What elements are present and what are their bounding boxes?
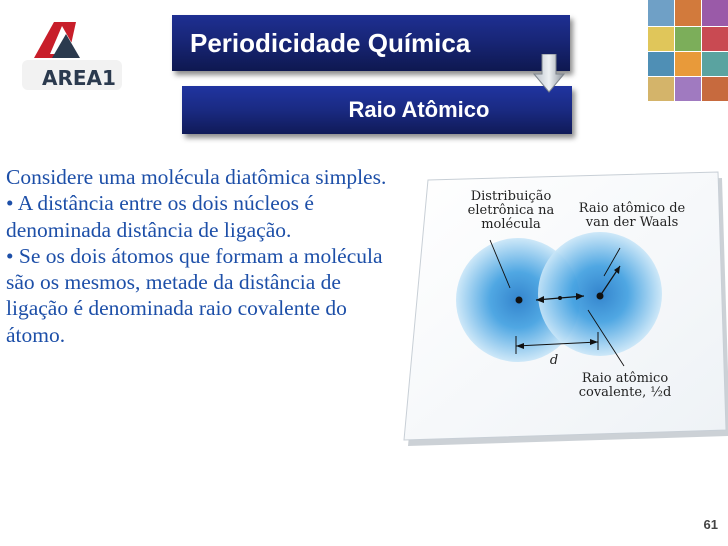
down-arrow-icon — [533, 54, 565, 94]
page-number: 61 — [703, 517, 718, 532]
label-covalent-radius: Raio atômico covalente, ½d — [578, 371, 672, 400]
label-van-der-waals: Raio atômico de van der Waals — [578, 201, 686, 230]
label-electron-distribution: Distribuição eletrônica na molécula — [467, 189, 555, 232]
page-subtitle: Raio Atômico — [182, 86, 572, 134]
area1-logo — [6, 8, 138, 98]
paragraph-covalent-radius: • Se os dois átomos que formam a molécula são os mesmos, metade da distância de ligação é denominada raio covalente do átomo. — [6, 243, 383, 347]
diatomic-molecule-figure — [388, 168, 728, 458]
paragraph-bond-distance: • A distância entre os dois núcleos é denominada distância de ligação. — [6, 191, 314, 242]
photo-collage — [648, 0, 728, 104]
page-title: Periodicidade Química — [172, 15, 570, 71]
paragraph-intro: Considere uma molécula diatômica simples. — [6, 165, 387, 189]
logo-text: AREA1 — [42, 66, 116, 90]
label-bond-distance-d: d — [549, 353, 559, 368]
body-text — [6, 164, 394, 348]
